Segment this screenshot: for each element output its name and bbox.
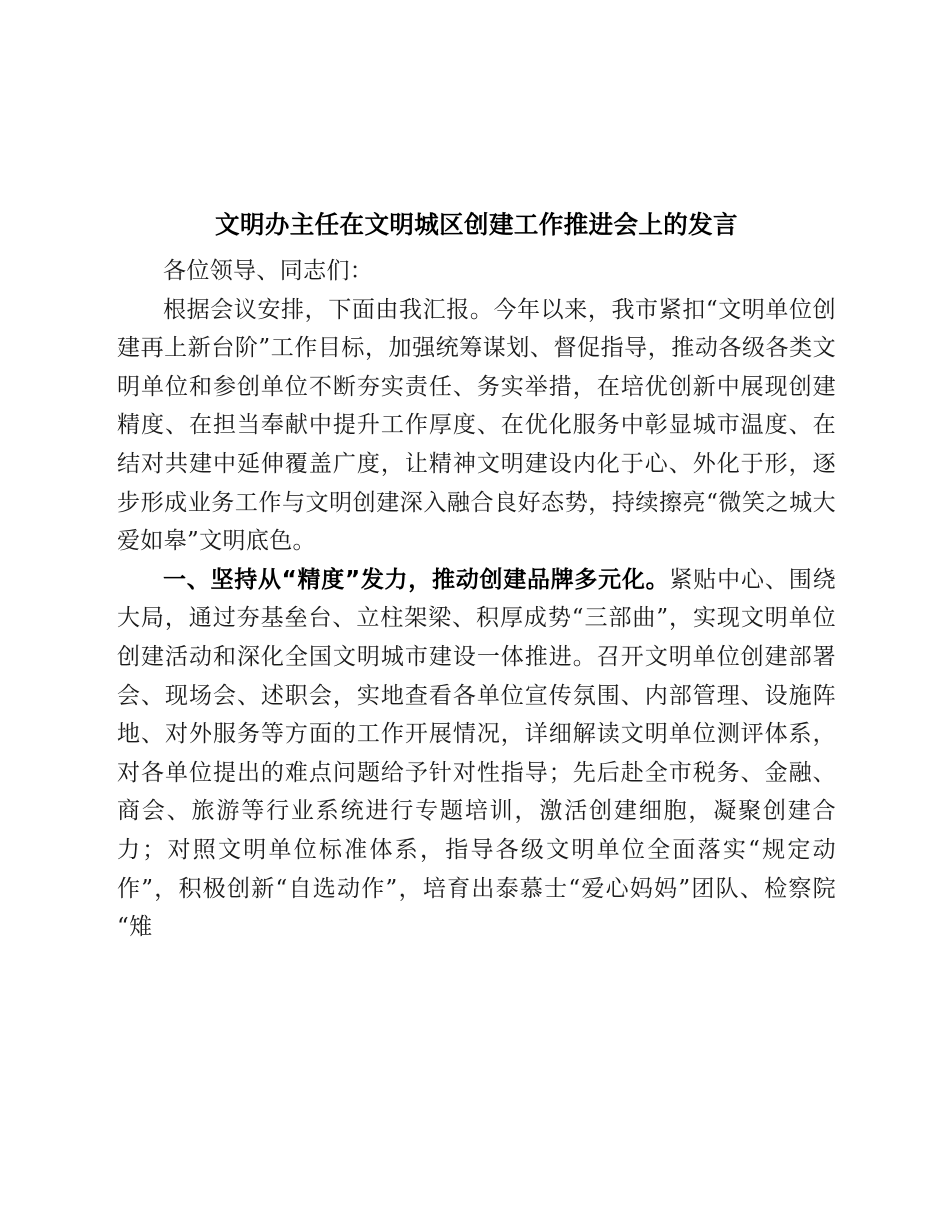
paragraph-section-one xyxy=(117,561,836,947)
paragraph-opening: 根据会议安排，下面由我汇报。今年以来，我市紧扣“文明单位创建再上新台阶”工作目标，加强统筹谋划、督促指导，推动各级各类文明单位和参创单位不断夯实责任、务实举措，在培优创新中展现创建精度、在担当奉献中提升工作厚度、在优化服务中彰显城市温度、在结对共建中延伸覆盖广度，让精神文明建设内化于心、外化于形，逐步形成业务工作与文明创建深入融合良好态势，持续擦亮“微笑之城大爱如皋”文明底色。 xyxy=(117,296,836,555)
page-title: 文明办主任在文明城区创建工作推进会上的发言 xyxy=(215,210,738,239)
salutation-line: 各位领导、同志们： xyxy=(163,258,374,284)
document-body xyxy=(117,205,836,947)
section-one-body: 紧贴中心、围绕大局，通过夯基垒台、立柱架梁、积厚成势“三部曲”，实现文明单位创建活动和深化全国文明城市建设一体推进。召开文明单位创建部署会、现场会、述职会，实地查看各单位宣传氛围、内部管理、设施阵地、对外服务等方面的工作开展情况，详细解读文明单位测评体系，对各单位提出的难点问题给予针对性指导；先后赴全市税务、金融、商会、旅游等行业系统进行专题培训，激活创建细胞，凝聚创建合力；对照文明单位标准体系，指导各级文明单位全面落实“规定动作”，积极创新“自选动作”，培育出泰慕士“爱心妈妈”团队、检察院“雉 xyxy=(117,566,837,941)
section-one-heading: 一、坚持从“精度”发力，推动创建品牌多元化。 xyxy=(163,566,670,593)
